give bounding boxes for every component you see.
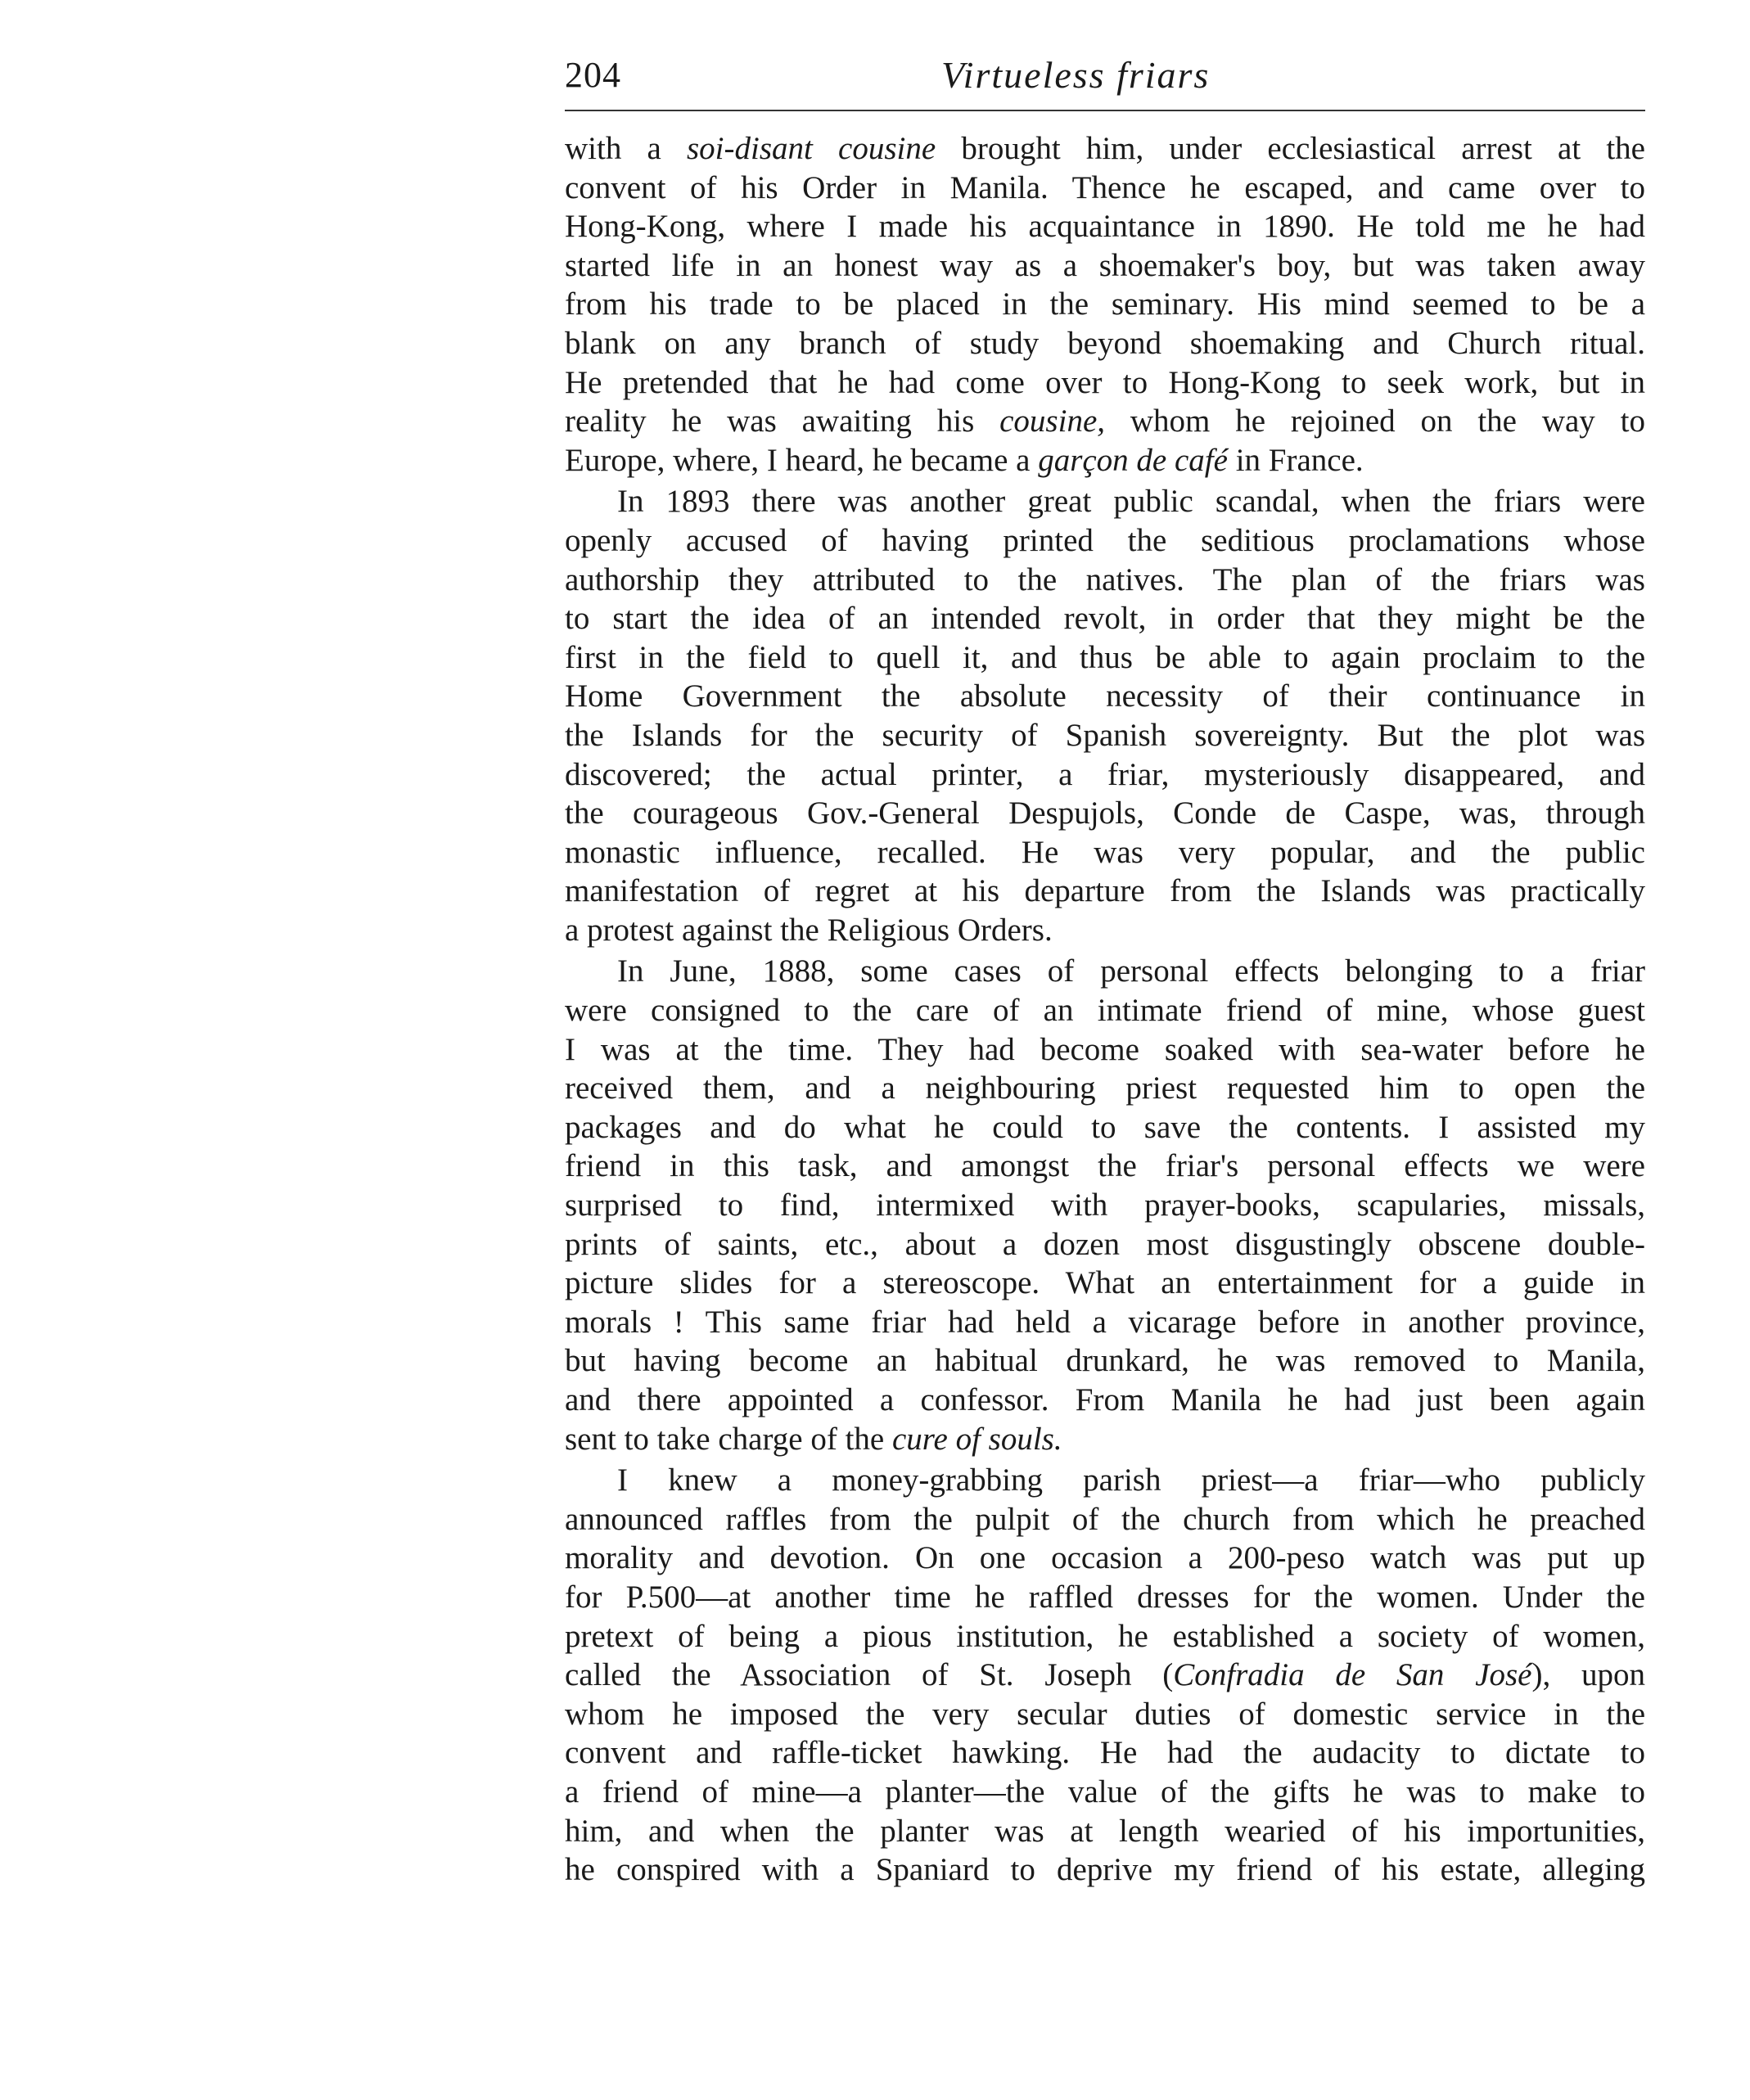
text-run: surprised to find, intermixed with prayer-books, scapularies, missals, [565, 1187, 1645, 1223]
text-line [565, 1695, 1645, 1734]
text-run: first in the field to quell it, and thus be able to again proclaim to the [565, 639, 1645, 675]
text-run: discovered; the actual printer, a friar, mysteriously disappeared, and [565, 756, 1645, 792]
text-run: openly accused of having printed the seditious proclamations whose [565, 522, 1645, 558]
text-line [565, 1420, 1645, 1459]
text-line [565, 1108, 1645, 1147]
text-line [565, 521, 1645, 561]
paragraph [565, 129, 1645, 480]
text-line [565, 129, 1645, 169]
page-header [565, 51, 1645, 108]
italic-text: soi-disant cousine [687, 131, 936, 166]
text-line [565, 716, 1645, 755]
text-run: from his trade to be placed in the seminary. His mind seemed to be a [565, 286, 1645, 322]
text-line [565, 1341, 1645, 1381]
text-run: morality and devotion. On one occasion a 200-peso watch was put up [565, 1540, 1645, 1576]
text-line [565, 1303, 1645, 1342]
text-line [565, 1381, 1645, 1420]
text-run: prints of saints, etc., about a dozen most disgustingly obscene double- [565, 1226, 1645, 1262]
text-run: in France. [1227, 442, 1364, 478]
text-line [565, 1500, 1645, 1539]
text-line [565, 1850, 1645, 1890]
text-line [565, 677, 1645, 716]
italic-text: cure of souls. [891, 1421, 1062, 1457]
text-run: In 1893 there was another great public scandal, when the friars were [617, 484, 1645, 520]
italic-text: cousine, [999, 403, 1106, 439]
text-run: a protest against the Religious Orders. [565, 912, 1053, 948]
text-line [565, 1147, 1645, 1186]
text-line [565, 1812, 1645, 1851]
text-run: were consigned to the care of an intimate friend of mine, whose guest [565, 993, 1645, 1029]
text-run: announced raffles from the pulpit of the church from which he preached [565, 1501, 1645, 1537]
italic-text: Confradia de San José [1173, 1657, 1532, 1693]
text-line [565, 285, 1645, 324]
text-run: I was at the time. They had become soaked with sea-water before he [565, 1031, 1645, 1067]
text-run: monastic influence, recalled. He was very popular, and the public [565, 834, 1645, 870]
text-line [565, 207, 1645, 246]
text-run: convent of his Order in Manila. Thence he escaped, and came over to [565, 169, 1645, 205]
text-run: brought him, under ecclesiastical arrest at the [936, 131, 1645, 166]
text-line [565, 561, 1645, 600]
text-run: him, and when the planter was at length wearied of his importunities, [565, 1813, 1645, 1849]
text-line [565, 872, 1645, 911]
text-run: for P.500—at another time he raffled dresses for the women. Under the [565, 1579, 1645, 1615]
text-line [565, 1186, 1645, 1225]
text-run: He pretended that he had come over to Hong-Kong to seek work, but in [565, 364, 1645, 400]
page-number: 204 [565, 55, 621, 95]
text-run: the courageous Gov.-General Despujols, Conde de Caspe, was, through [565, 795, 1645, 831]
text-line [565, 324, 1645, 363]
text-line [565, 794, 1645, 833]
text-run: called the Association of St. Joseph ( [565, 1657, 1174, 1693]
text-line [565, 599, 1645, 638]
text-run: the Islands for the security of Spanish sovereignty. But the plot was [565, 717, 1645, 753]
text-line [565, 1225, 1645, 1264]
text-line [565, 441, 1645, 480]
text-run: manifestation of regret at his departure from the Islands was practically [565, 873, 1645, 909]
text-line [565, 991, 1645, 1030]
text-run: a friend of mine—a planter—the value of the gifts he was to make to [565, 1773, 1645, 1809]
text-run: with a [565, 131, 687, 166]
text-line [565, 638, 1645, 678]
text-run: received them, and a neighbouring priest requested him to open the [565, 1070, 1645, 1106]
text-line [565, 952, 1645, 991]
text-run: whom he rejoined on the way to [1105, 403, 1645, 439]
text-run: picture slides for a stereoscope. What an entertainment for a guide in [565, 1265, 1645, 1301]
text-line [565, 482, 1645, 521]
text-line [565, 1539, 1645, 1578]
text-line [565, 833, 1645, 872]
paragraph [565, 952, 1645, 1458]
text-line [565, 1617, 1645, 1656]
text-run: ), upon [1531, 1657, 1645, 1693]
text-run: In June, 1888, some cases of personal effects belonging to a friar [617, 953, 1645, 989]
text-line [565, 1773, 1645, 1812]
text-run: friend in this task, and amongst the friar's personal effects we were [565, 1148, 1645, 1184]
text-run: morals ! This same friar had held a vicarage before in another province, [565, 1304, 1645, 1340]
text-run: whom he imposed the very secular duties of domestic service in the [565, 1696, 1645, 1732]
text-line [565, 755, 1645, 795]
text-line [565, 1461, 1645, 1500]
text-run: I knew a money-grabbing parish priest—a friar—who publicly [617, 1462, 1645, 1498]
text-run: pretext of being a pious institution, he established a society of women, [565, 1618, 1645, 1654]
text-run: Hong-Kong, where I made his acquaintance in 1890. He told me he had [565, 209, 1645, 245]
text-run: Home Government the absolute necessity of their continuance in [565, 678, 1645, 714]
text-run: convent and raffle-ticket hawking. He had the audacity to dictate to [565, 1735, 1645, 1771]
text-run: sent to take charge of the [565, 1421, 892, 1457]
header-rule [565, 110, 1645, 111]
text-line [565, 1069, 1645, 1108]
text-line [565, 1733, 1645, 1773]
text-run: packages and do what he could to save the contents. I assisted my [565, 1109, 1645, 1145]
text-run: to start the idea of an intended revolt, in order that they might be the [565, 601, 1645, 637]
running-title: Virtueless friars [941, 54, 1211, 96]
text-run: Europe, where, I heard, he became a [565, 442, 1039, 478]
text-run: but having become an habitual drunkard, he was removed to Manila, [565, 1343, 1645, 1379]
text-run: authorship they attributed to the natives. The plan of the friars was [565, 561, 1645, 597]
text-line [565, 1030, 1645, 1070]
italic-text: garçon de café [1038, 442, 1228, 478]
text-run: reality he was awaiting his [565, 403, 1000, 439]
text-run: blank on any branch of study beyond shoemaking and Church ritual. [565, 325, 1645, 361]
text-line [565, 169, 1645, 208]
paragraph [565, 482, 1645, 949]
text-line [565, 1264, 1645, 1303]
text-line [565, 1578, 1645, 1617]
text-run: started life in an honest way as a shoemaker's boy, but was taken away [565, 247, 1645, 283]
text-line [565, 911, 1645, 950]
body-text [565, 129, 1645, 1890]
text-line [565, 1656, 1645, 1695]
text-run: and there appointed a confessor. From Manila he had just been again [565, 1382, 1645, 1417]
text-line [565, 402, 1645, 441]
text-line [565, 363, 1645, 403]
paragraph [565, 1461, 1645, 1890]
text-line [565, 246, 1645, 286]
text-run: he conspired with a Spaniard to deprive my friend of his estate, alleging [565, 1852, 1645, 1888]
